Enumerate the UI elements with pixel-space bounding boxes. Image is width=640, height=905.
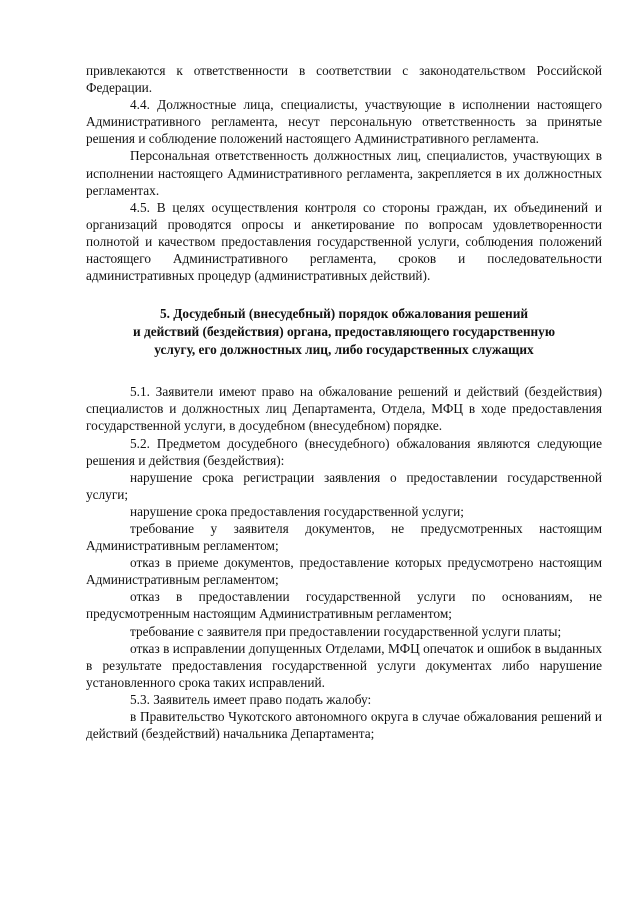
list-item-extra-documents: требование у заявителя документов, не предусмотренных настоящим Административным регламентом; bbox=[86, 520, 602, 554]
paragraph-5-2: 5.2. Предметом досудебного (внесудебного) обжалования являются следующие решения и действия (бездействия): bbox=[86, 435, 602, 468]
paragraph-continuation: привлекаются к ответственности в соответствии с законодательством Российской Федерации. bbox=[86, 63, 602, 96]
list-item-registration-deadline: нарушение срока регистрации заявления о предоставлении государственной услуги; bbox=[86, 469, 602, 502]
paragraph-5-1: 5.1. Заявители имеют право на обжалование решений и действий (бездействия) специалистов и должностных лиц Департамента, Отдела, МФЦ в ходе предоставления государственной услуги, в досудебном (внесудебном) порядке. bbox=[86, 384, 602, 434]
paragraph-4-4: 4.4. Должностные лица, специалисты, участвующие в исполнении настоящего Административного регламента, несут персональную ответственность за принятые решения и соблюдение положений настоящего Административного регламента. bbox=[86, 97, 602, 147]
section-heading-line: и действий (бездействия) органа, предоставляющего государственную bbox=[133, 324, 555, 340]
section-heading-line: услугу, его должностных лиц, либо государственных служащих bbox=[154, 342, 534, 358]
list-item-service-deadline: нарушение срока предоставления государственной услуги; bbox=[130, 503, 464, 519]
section-heading-line: 5. Досудебный (внесудебный) порядок обжалования решений bbox=[159, 306, 529, 322]
paragraph-government-complaint: в Правительство Чукотского автономного округа в случае обжалования решений и действий (бездействий) начальника Департамента; bbox=[86, 709, 602, 742]
section-5-heading bbox=[86, 305, 602, 359]
list-item-service-refusal: отказ в предоставлении государственной услуги по основаниям, не предусмотренным настоящим Административным регламентом; bbox=[86, 589, 602, 622]
list-item-correction-refusal: отказ в исправлении допущенных Отделами, МФЦ опечаток и ошибок в выданных в результате предоставления государственной услуги документах либо нарушение установленного срока таких исправлений. bbox=[86, 640, 602, 690]
document-body bbox=[86, 62, 602, 742]
paragraph-4-5: 4.5. В целях осуществления контроля со стороны граждан, их объединений и организаций проводятся опросы и анкетирование по вопросам удовлетворенности полнотой и качеством предоставления государственной услуги, соблюдения положений настоящего Административного регламента, сроков и последовательности административных процедур (административных действий). bbox=[86, 199, 602, 284]
paragraph-personal-responsibility: Персональная ответственность должностных лиц, специалистов, участвующих в исполнении настоящего Административного регламента, закрепляется в их должностных регламентах. bbox=[86, 148, 602, 198]
list-item-document-refusal: отказ в приеме документов, предоставление которых предусмотрено настоящим Административным регламентом; bbox=[86, 555, 602, 588]
paragraph-5-3: 5.3. Заявитель имеет право подать жалобу: bbox=[130, 691, 372, 707]
list-item-fee-requirement: требование с заявителя при предоставлении государственной услуги платы; bbox=[130, 623, 562, 639]
